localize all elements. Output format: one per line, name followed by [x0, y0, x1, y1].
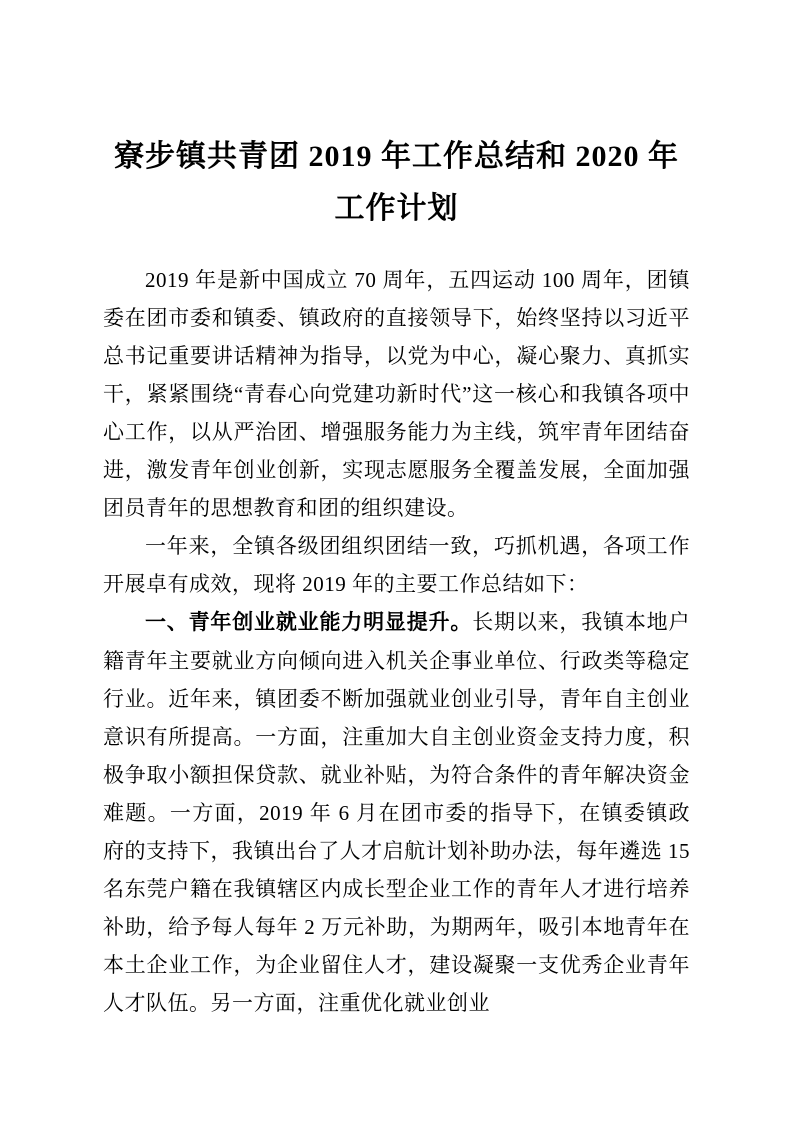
paragraph-intro-text: 2019 年是新中国成立 70 周年，五四运动 100 周年，团镇委在团市委和镇委、镇政府的直接领导下，始终坚持以习近平总书记重要讲话精神为指导，以党为中心，凝心聚力、真抓实干，紧紧围绕“青春心向党建功新时代”这一核心和我镇各项中心工作，以从严治团、增强服务能力为主线，筑牢青年团结奋进，激发青年创业创新，实现志愿服务全覆盖发展，全面加强团员青年的思想教育和团的组织建设。 [103, 268, 690, 520]
paragraph-transition [103, 527, 690, 603]
paragraph-transition-text: 一年来，全镇各级团组织团结一致，巧抓机遇，各项工作开展卓有成效，现将 2019 年的主要工作总结如下： [103, 534, 690, 596]
paragraph-section-1-text: 长期以来，我镇本地户籍青年主要就业方向倾向进入机关企事业单位、行政类等稳定行业。近年来，镇团委不断加强就业创业引导，青年自主创业意识有所提高。一方面，注重加大自主创业资金支持力度，积极争取小额担保贷款、就业补贴，为符合条件的青年解决资金难题。一方面，2019 年 6 月在团市委的指导下，在镇委镇政府的支持下，我镇出台了人才启航计划补助办法，每年遴选 15 名东莞户籍在我镇辖区内成长型企业工作的青年人才进行培养补助，给予每人每年 2 万元补助，为期两年，吸引本地青年在本土企业工作，为企业留住人才，建设凝聚一支优秀企业青年人才队伍。另一方面，注重优化就业创业 [103, 610, 690, 1015]
section-1-heading: 一、青年创业就业能力明显提升。 [145, 611, 473, 634]
document-title: 寮步镇共青团 2019 年工作总结和 2020 年工作计划 [114, 140, 679, 225]
paragraph-section-1 [103, 603, 690, 1022]
paragraph-intro [103, 261, 690, 527]
